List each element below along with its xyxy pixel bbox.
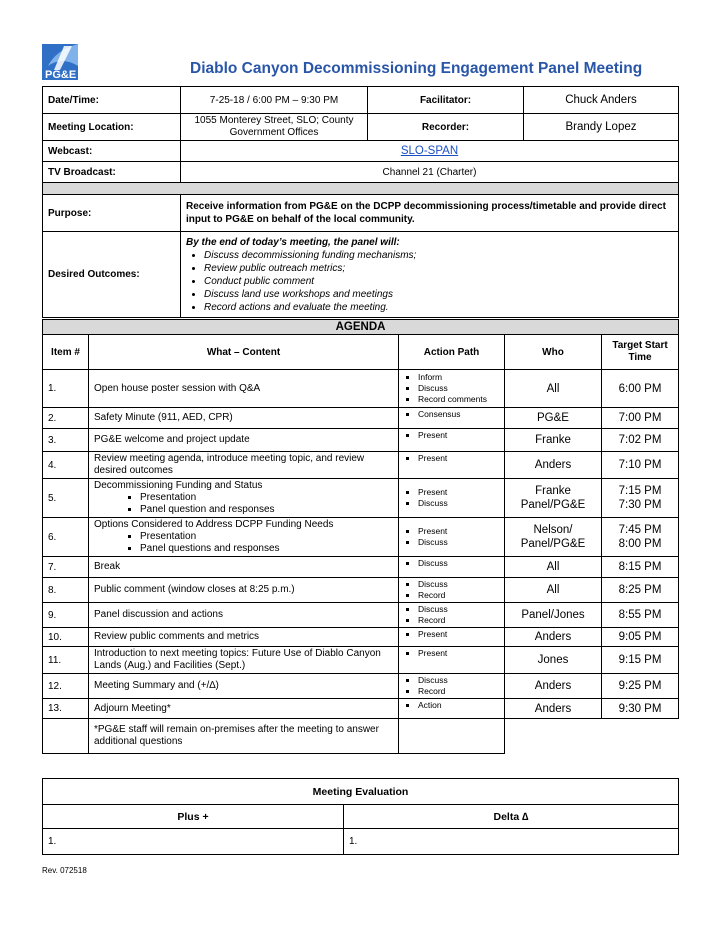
agenda-row <box>43 452 679 479</box>
agenda-item-actions <box>399 699 505 719</box>
agenda-item-number: 13. <box>43 699 89 719</box>
outcome-item: • Conduct public comment <box>204 275 673 288</box>
agenda-item-actions <box>399 674 505 699</box>
agenda-item-content <box>89 603 399 628</box>
outcomes-cell <box>181 232 679 318</box>
action-path-list <box>404 648 499 659</box>
action-path-item: ▪ Record comments <box>418 394 499 405</box>
agenda-item-content <box>89 557 399 578</box>
agenda-item-content <box>89 578 399 603</box>
agenda-item-who: Anders <box>505 628 602 647</box>
outcome-item: • Discuss decommissioning funding mechanisms; <box>204 249 673 262</box>
agenda-item-number: 3. <box>43 429 89 452</box>
agenda-item-time: 9:05 PM <box>602 628 679 647</box>
agenda-item-time: 9:30 PM <box>602 699 679 719</box>
agenda-subitems <box>94 492 393 516</box>
action-path-item: ▪ Record <box>418 615 499 626</box>
agenda-rows <box>43 370 679 719</box>
agenda-item-number: 8. <box>43 578 89 603</box>
agenda-item-actions <box>399 370 505 408</box>
agenda-item-title: Review meeting agenda, introduce meeting topic, and review desired outcomes <box>94 453 365 476</box>
agenda-item-content <box>89 674 399 699</box>
agenda-item-actions <box>399 452 505 479</box>
agenda-item-who: Anders <box>505 674 602 699</box>
agenda-item-content <box>89 518 399 557</box>
agenda-item-number: 1. <box>43 370 89 408</box>
action-path-list <box>404 487 499 509</box>
agenda-item-title: Meeting Summary and (+/∆) <box>94 680 219 691</box>
agenda-item-who: PG&E <box>505 408 602 429</box>
outcomes-label: Desired Outcomes: <box>43 232 181 318</box>
agenda-item-actions <box>399 518 505 557</box>
recorder-value: Brandy Lopez <box>524 114 679 141</box>
agenda-item-content <box>89 370 399 408</box>
date-label: Date/Time: <box>43 87 181 114</box>
agenda-title: AGENDA <box>43 320 679 335</box>
agenda-item-number: 5. <box>43 479 89 518</box>
agenda-item-title: Introduction to next meeting topics: Future Use of Diablo Canyon Lands (Aug.) and Facilities (Sept.) <box>94 648 381 671</box>
action-path-list <box>404 409 499 420</box>
meeting-info-table <box>42 86 679 318</box>
agenda-item-number: 9. <box>43 603 89 628</box>
agenda-item-title: Options Considered to Address DCPP Funding Needs <box>94 519 334 530</box>
webcast-link[interactable]: SLO-SPAN <box>400 145 459 157</box>
agenda-item-content <box>89 408 399 429</box>
agenda-row <box>43 647 679 674</box>
agenda-item-time: 7:00 PM <box>602 408 679 429</box>
agenda-row <box>43 699 679 719</box>
action-path-item: ▪ Consensus <box>418 409 499 420</box>
agenda-row <box>43 557 679 578</box>
agenda-row <box>43 408 679 429</box>
outcome-item: • Record actions and evaluate the meeting. <box>204 301 673 314</box>
agenda-item-number: 10. <box>43 628 89 647</box>
footnote-spacer <box>399 719 505 754</box>
agenda-item-actions <box>399 429 505 452</box>
agenda-item-number: 12. <box>43 674 89 699</box>
agenda-item-number: 11. <box>43 647 89 674</box>
agenda-row <box>43 603 679 628</box>
agenda-item-number: 7. <box>43 557 89 578</box>
outcome-item: • Review public outreach metrics; <box>204 262 673 275</box>
delta-item: 1. <box>344 829 679 855</box>
action-path-item: ▪ Present <box>418 526 499 537</box>
agenda-item-number: 4. <box>43 452 89 479</box>
agenda-item-who: Panel/Jones <box>505 603 602 628</box>
facilitator-label: Facilitator: <box>368 87 524 114</box>
plus-item: 1. <box>43 829 344 855</box>
location-value: 1055 Monterey Street, SLO; County Government Offices <box>181 114 368 141</box>
pge-logo <box>42 44 82 84</box>
agenda-item-number: 2. <box>43 408 89 429</box>
agenda-item-time: 7:15 PM 7:30 PM <box>602 479 679 518</box>
agenda-row <box>43 518 679 557</box>
agenda-item-who: Nelson/ Panel/PG&E <box>505 518 602 557</box>
agenda-item-actions <box>399 408 505 429</box>
agenda-subitem: ▪ Presentation <box>140 492 393 504</box>
agenda-item-time: 7:02 PM <box>602 429 679 452</box>
action-path-list <box>404 558 499 569</box>
footnote-spacer <box>43 719 89 754</box>
agenda-item-title: Break <box>94 561 121 572</box>
action-path-item: ▪ Discuss <box>418 558 499 569</box>
delta-label: Delta ∆ <box>344 805 679 829</box>
action-path-item: ▪ Present <box>418 430 499 441</box>
tv-label: TV Broadcast: <box>43 162 181 183</box>
action-path-list <box>404 372 499 405</box>
agenda-item-who: Anders <box>505 452 602 479</box>
action-path-list <box>404 526 499 548</box>
agenda-item-content <box>89 628 399 647</box>
agenda-item-time: 6:00 PM <box>602 370 679 408</box>
agenda-item-who: All <box>505 557 602 578</box>
agenda-item-who: Franke <box>505 429 602 452</box>
agenda-item-time: 8:25 PM <box>602 578 679 603</box>
action-path-item: ▪ Record <box>418 686 499 697</box>
agenda-item-title: Adjourn Meeting* <box>94 702 171 714</box>
agenda-row <box>43 370 679 408</box>
agenda-item-title: Decommissioning Funding and Status <box>94 480 263 491</box>
action-path-item: ▪ Discuss <box>418 604 499 615</box>
agenda-item-actions <box>399 647 505 674</box>
agenda-item-actions <box>399 578 505 603</box>
agenda-table <box>42 319 679 754</box>
action-path-item: ▪ Present <box>418 648 499 659</box>
plus-label: Plus + <box>43 805 344 829</box>
agenda-item-who: Jones <box>505 647 602 674</box>
agenda-item-actions <box>399 603 505 628</box>
purpose-label: Purpose: <box>43 195 181 232</box>
agenda-item-actions <box>399 479 505 518</box>
action-path-list <box>404 430 499 441</box>
agenda-row <box>43 578 679 603</box>
action-path-list <box>404 579 499 601</box>
agenda-footnote: *PG&E staff will remain on-premises after the meeting to answer additional questions <box>89 719 399 754</box>
action-path-item: ▪ Discuss <box>418 675 499 686</box>
col-action: Action Path <box>399 335 505 370</box>
purpose-value: Receive information from PG&E on the DCPP decommissioning process/timetable and provide direct input to PG&E on behalf of the local community. <box>181 195 679 232</box>
action-path-item: ▪ Discuss <box>418 498 499 509</box>
tv-value: Channel 21 (Charter) <box>181 162 679 183</box>
outcome-item: • Discuss land use workshops and meetings <box>204 288 673 301</box>
outcomes-intro: By the end of today’s meeting, the panel will: <box>186 236 400 248</box>
action-path-item: ▪ Inform <box>418 372 499 383</box>
agenda-item-content <box>89 452 399 479</box>
agenda-item-time: 9:15 PM <box>602 647 679 674</box>
agenda-item-title: Public comment (window closes at 8:25 p.m.) <box>94 584 295 595</box>
page-title: Diablo Canyon Decommissioning Engagement Panel Meeting <box>190 60 643 77</box>
action-path-item: ▪ Record <box>418 590 499 601</box>
agenda-item-content <box>89 647 399 674</box>
col-item: Item # <box>43 335 89 370</box>
agenda-item-time: 8:15 PM <box>602 557 679 578</box>
outcomes-list <box>186 249 673 314</box>
agenda-item-time: 8:55 PM <box>602 603 679 628</box>
action-path-list <box>404 629 499 640</box>
action-path-item: ▪ Discuss <box>418 537 499 548</box>
action-path-item: ▪ Present <box>418 487 499 498</box>
action-path-item: ▪ Present <box>418 453 499 464</box>
agenda-item-who: All <box>505 370 602 408</box>
action-path-list <box>404 604 499 626</box>
agenda-item-actions <box>399 557 505 578</box>
recorder-label: Recorder: <box>368 114 524 141</box>
agenda-subitem: ▪ Panel question and responses <box>140 504 393 516</box>
agenda-item-number: 6. <box>43 518 89 557</box>
agenda-row <box>43 479 679 518</box>
revision-label: Rev. 072518 <box>42 866 87 875</box>
logo-text: PG&E <box>45 69 77 81</box>
agenda-item-content <box>89 479 399 518</box>
agenda-subitem: ▪ Presentation <box>140 531 393 543</box>
agenda-item-time: 7:10 PM <box>602 452 679 479</box>
action-path-list <box>404 453 499 464</box>
agenda-item-who: Franke Panel/PG&E <box>505 479 602 518</box>
action-path-item: ▪ Action <box>418 700 499 711</box>
facilitator-value: Chuck Anders <box>524 87 679 114</box>
agenda-subitems <box>94 531 393 555</box>
agenda-item-who: All <box>505 578 602 603</box>
action-path-list <box>404 700 499 711</box>
agenda-item-title: Open house poster session with Q&A <box>94 382 261 394</box>
agenda-row <box>43 628 679 647</box>
agenda-row <box>43 429 679 452</box>
agenda-item-time: 7:45 PM 8:00 PM <box>602 518 679 557</box>
agenda-item-actions <box>399 628 505 647</box>
action-path-item: ▪ Present <box>418 629 499 640</box>
evaluation-title: Meeting Evaluation <box>43 779 679 805</box>
agenda-item-content <box>89 429 399 452</box>
section-divider <box>43 183 679 195</box>
agenda-subitem: ▪ Panel questions and responses <box>140 543 393 555</box>
agenda-item-title: Panel discussion and actions <box>94 609 223 620</box>
action-path-item: ▪ Discuss <box>418 383 499 394</box>
agenda-item-who: Anders <box>505 699 602 719</box>
action-path-list <box>404 675 499 697</box>
col-time: Target Start Time <box>602 335 679 370</box>
agenda-item-title: Review public comments and metrics <box>94 631 260 642</box>
agenda-item-time: 9:25 PM <box>602 674 679 699</box>
col-content: What – Content <box>89 335 399 370</box>
agenda-item-content <box>89 699 399 719</box>
action-path-item: ▪ Discuss <box>418 579 499 590</box>
location-label: Meeting Location: <box>43 114 181 141</box>
agenda-item-title: PG&E welcome and project update <box>94 434 250 445</box>
date-value: 7-25-18 / 6:00 PM – 9:30 PM <box>181 87 368 114</box>
evaluation-table <box>42 778 679 855</box>
agenda-item-title: Safety Minute (911, AED, CPR) <box>94 412 233 423</box>
webcast-label: Webcast: <box>43 141 181 162</box>
agenda-row <box>43 674 679 699</box>
col-who: Who <box>505 335 602 370</box>
